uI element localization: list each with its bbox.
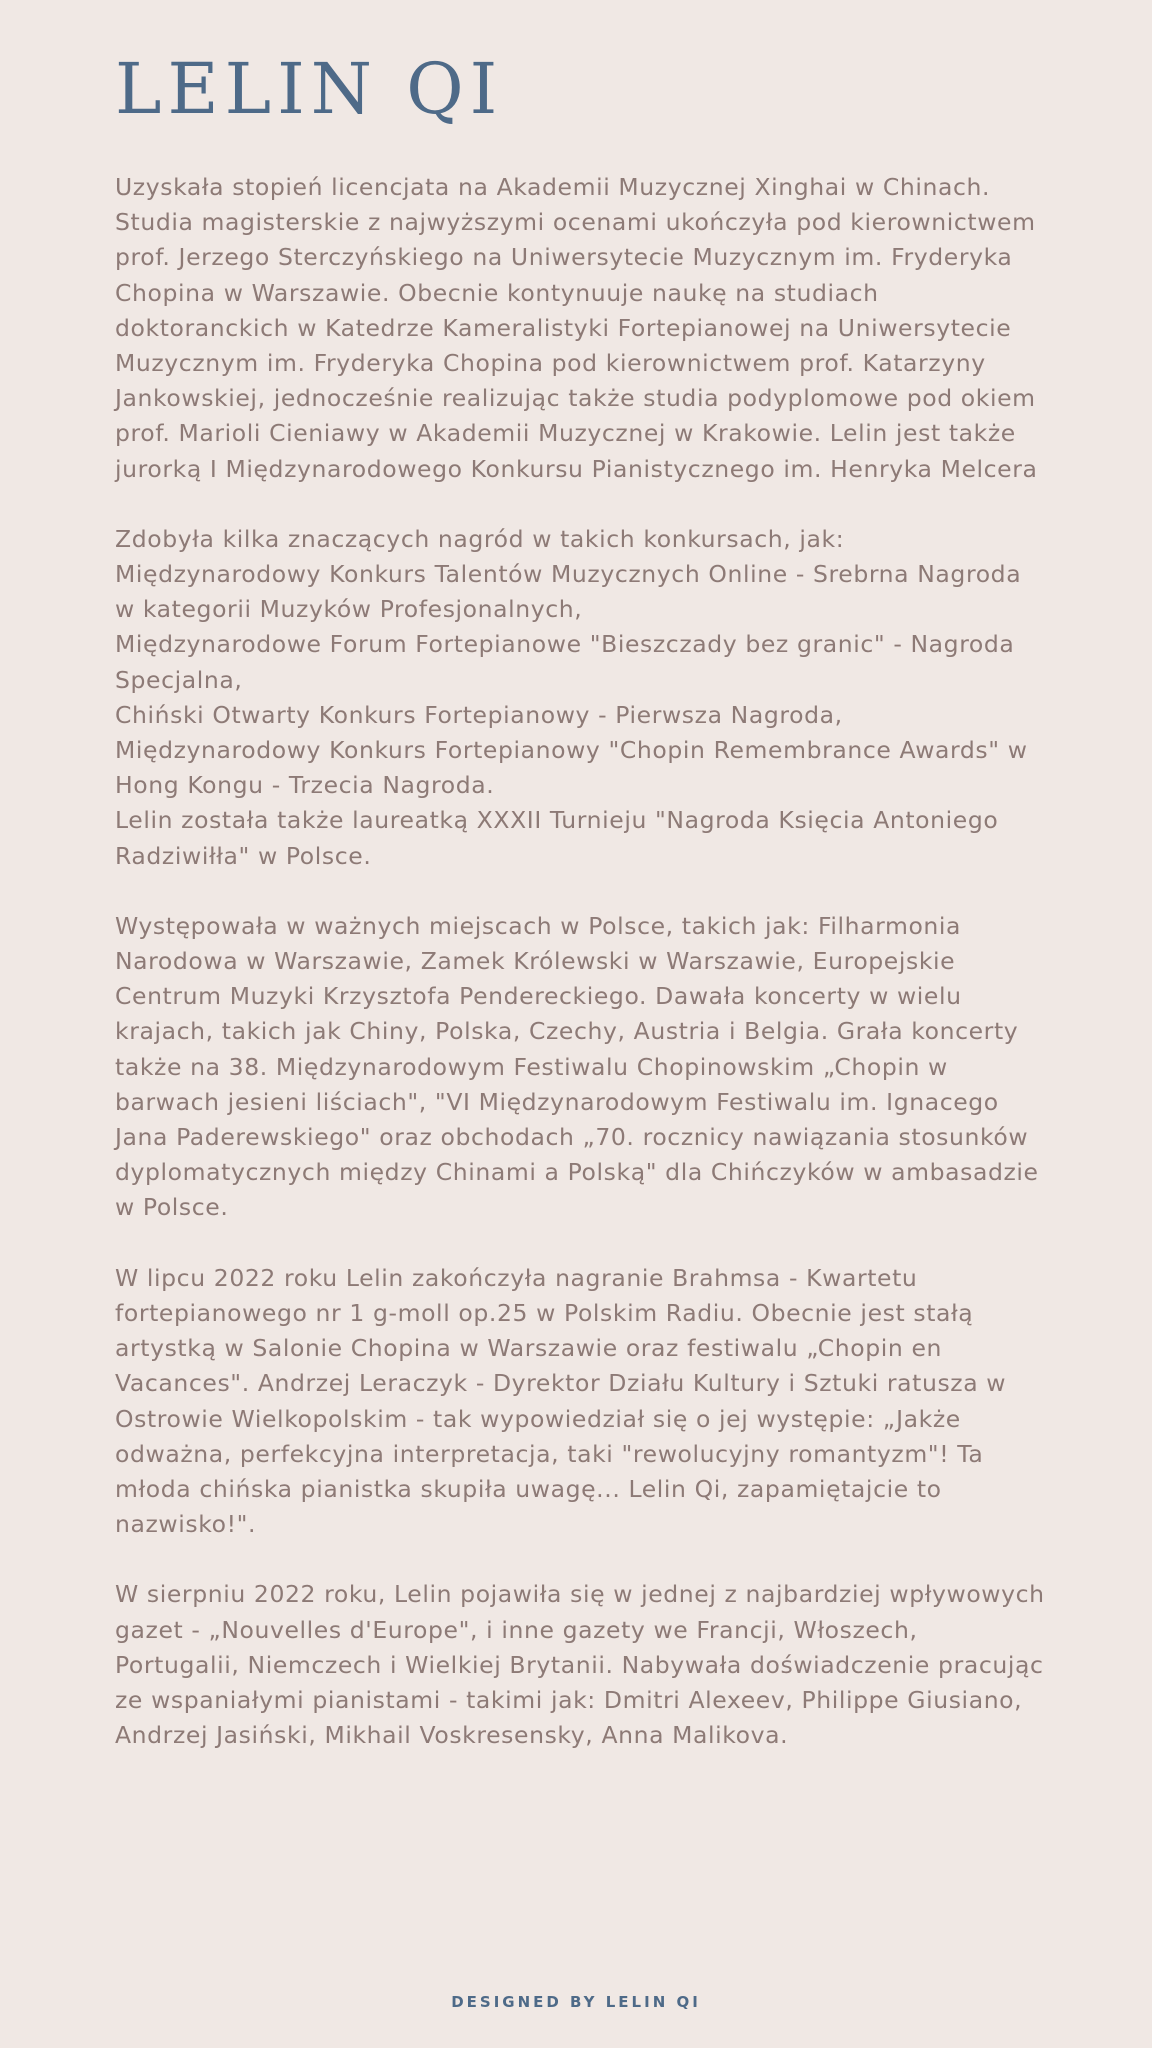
bio-paragraph-performances: Występowała w ważnych miejscach w Polsce, takich jak: Filharmonia Narodowa w Warszawie, Zamek Królewski w Warszawie, Europejskie Centrum Muzyki Krzysztofa Pendereckiego. Dawała koncerty w wielu krajach, takich jak Chiny, Polska, Czechy, Austria i Belgia. Grała koncerty także na 38. Międzynarodowym Festiwalu Chopinowskim „Chopin w barwach jesieni liściach", "VI Międzynarodowym Festiwalu im. Ignacego Jana Paderewskiego" oraz obchodach „70. rocznicy nawiązania stosunków dyplomatycznych między Chinami a Polską" dla Chińczyków w ambasadzie w Polsce.	[115, 911, 1039, 1222]
page-title: LELIN QI	[115, 48, 504, 130]
biography-section	[115, 170, 1045, 1753]
biography-page	[115, 44, 1045, 1788]
bio-paragraph-education: Uzyskała stopień licencjata na Akademii Muzycznej Xinghai w Chinach. Studia magisterskie z najwyższymi ocenami ukończyła pod kierownictwem prof. Jerzego Sterczyńskiego na Uniwersytecie Muzycznym im. Fryderyka Chopina w Warszawie. Obecnie kontynuuje naukę na studiach doktoranckich w Katedrze Kameralistyki Fortepianowej na Uniwersytecie Muzycznym im. Fryderyka Chopina pod kierownictwem prof. Katarzyny Jankowskiej, jednocześnie realizując także studia podyplomowe pod okiem prof. Marioli Cieniawy w Akademii Muzycznej w Krakowie. Lelin jest także jurorką I Międzynarodowego Konkursu Pianistycznego im. Henryka Melcera	[115, 173, 1038, 483]
footer-credit: DESIGNED BY LELIN QI	[451, 1993, 701, 2011]
bio-paragraph-press: W sierpniu 2022 roku, Lelin pojawiła się w jednej z najbardziej wpływowych gazet - „Nouvelles d'Europe", i inne gazety we Francji, Włoszech, Portugalii, Niemczech i Wielkiej Brytanii. Nabywała doświadczenie pracując ze wspaniałymi pianistami - takimi jak: Dmitri Alexeev, Philippe Giusiano, Andrzej Jasiński, Mikhail Voskresensky, Anna Malikova.	[115, 1580, 1045, 1750]
bio-paragraph-awards: Zdobyła kilka znaczących nagród w takich konkursach, jak: Międzynarodowy Konkurs Talentów Muzycznych Online - Srebrna Nagroda w kategorii Muzyków Profesjonalnych, Międzynarodowe Forum Fortepianowe "Bieszczady bez granic" - Nagroda Specjalna, Chiński Otwarty Konkurs Fortepianowy - Pierwsza Nagroda, Międzynarodowy Konkurs Fortepianowy "Chopin Remembrance Awards" w Hong Kongu - Trzecia Nagroda. Lelin została także laureatką XXXII Turnieju "Nagroda Księcia Antoniego Radziwiłła" w Polsce.	[115, 524, 1028, 870]
bio-paragraph-recordings: W lipcu 2022 roku Lelin zakończyła nagranie Brahmsa - Kwartetu fortepianowego nr 1 g-moll op.25 w Polskim Radiu. Obecnie jest stałą artystką w Salonie Chopina w Warszawie oraz festiwalu „Chopin en Vacances". Andrzej Leraczyk - Dyrektor Działu Kultury i Sztuki ratusza w Ostrowie Wielkopolskim - tak wypowiedział się o jej występie: „Jakże odważna, perfekcyjna interpretacja, taki "rewolucyjny romantyzm"! Ta młoda chińska pianistka skupiła uwagę... Lelin Qi, zapamiętajcie to nazwisko!".	[115, 1263, 1007, 1539]
